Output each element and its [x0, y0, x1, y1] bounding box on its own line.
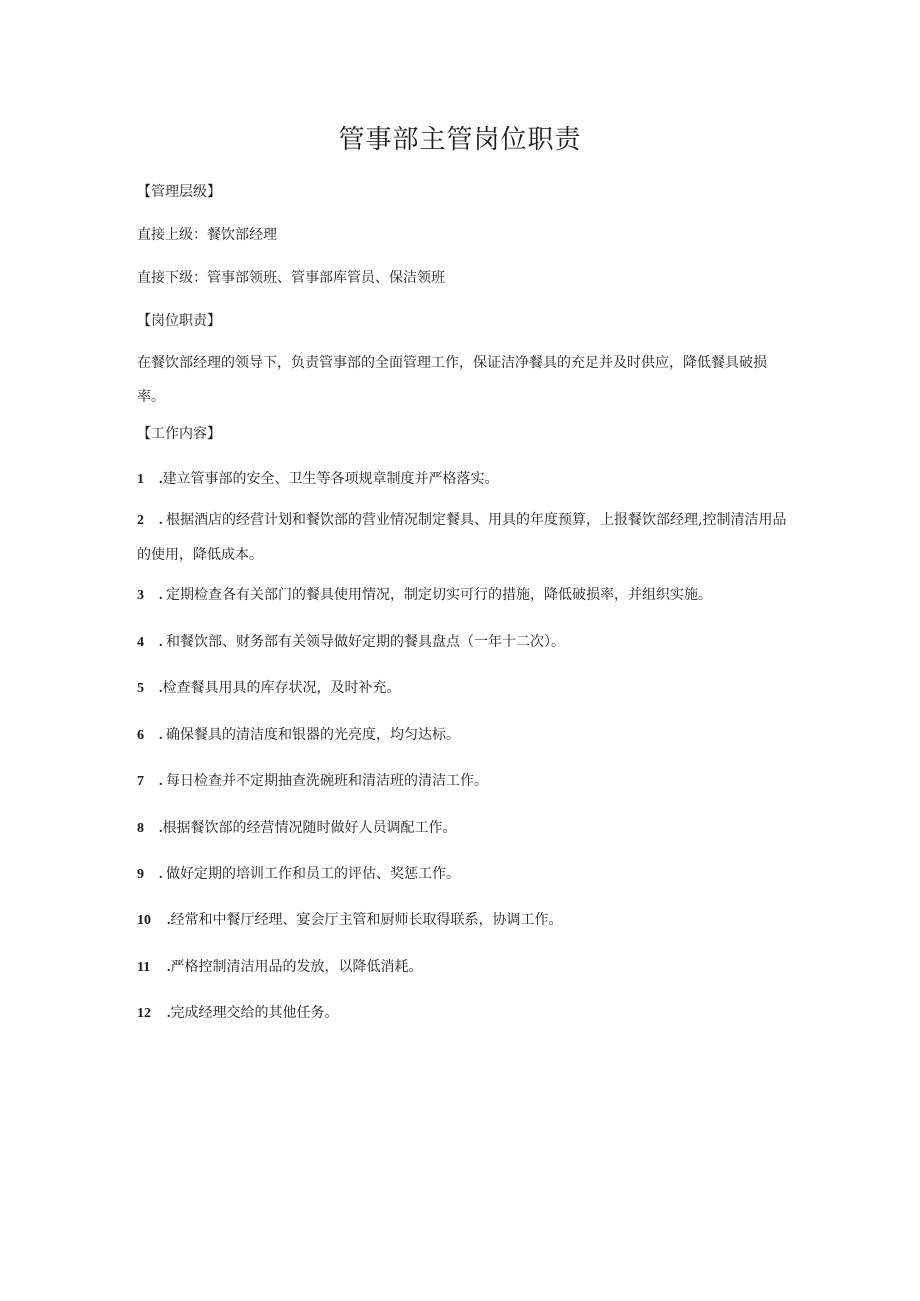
item-number: 4 [137, 635, 144, 650]
item-separator: . [159, 867, 166, 882]
item-separator: . [167, 1006, 171, 1021]
item-text: 完成经理交给的其他任务。 [170, 1005, 339, 1021]
item-text: 根据酒店的经营计划和餐饮部的营业情况制定餐具、用具的年度预算，上报餐饮部经理,控制清洁用品的使用，降低成本。 [137, 512, 787, 563]
list-item [137, 503, 787, 572]
item-number: 3 [137, 588, 144, 603]
item-number: 2 [137, 513, 144, 528]
item-separator: . [159, 513, 166, 528]
item-text: 检查餐具用具的库存状况，及时补充。 [162, 680, 401, 696]
item-separator: . [159, 821, 163, 836]
list-item [137, 718, 787, 753]
item-number: 7 [137, 774, 144, 789]
list-item [137, 671, 787, 706]
list-item [137, 625, 787, 660]
item-text: 建立管事部的安全、卫生等各项规章制度并严格落实。 [162, 471, 499, 487]
list-item [137, 462, 787, 497]
item-separator: . [159, 774, 166, 789]
direct-superior: 直接上级：餐饮部经理 [137, 227, 277, 243]
item-separator: . [159, 728, 166, 743]
list-item [137, 811, 787, 846]
item-text: 做好定期的培训工作和员工的评估、奖惩工作。 [166, 866, 460, 882]
item-number: 6 [137, 728, 144, 743]
item-number: 8 [137, 821, 144, 836]
list-item [137, 857, 787, 892]
position-duty-text: 在餐饮部经理的领导下，负责管事部的全面管理工作，保证洁净餐具的充足并及时供应，降低餐具破损率。 [137, 355, 767, 405]
list-item [137, 578, 787, 613]
item-text: 和餐饮部、财务部有关领导做好定期的餐具盘点（一年十二次）。 [166, 634, 565, 650]
item-separator: . [159, 635, 166, 650]
position-duty-header: 【岗位职责】 [137, 313, 221, 329]
item-text: 每日检查并不定期抽查洗碗班和清洁班的清洁工作。 [166, 773, 488, 789]
management-level-header: 【管理层级】 [137, 184, 221, 200]
list-item [137, 996, 787, 1031]
page-title: 管事部主管岗位职责 [338, 125, 582, 155]
item-text: 根据餐饮部的经营情况随时做好人员调配工作。 [162, 820, 457, 836]
work-content-header: 【工作内容】 [137, 426, 221, 442]
item-number: 12 [137, 1006, 151, 1021]
item-text: 确保餐具的清洁度和银器的光亮度，均匀达标。 [166, 727, 460, 743]
item-number: 1 [137, 472, 144, 487]
item-text: 经常和中餐厅经理、宴会厅主管和厨师长取得联系，协调工作。 [170, 912, 563, 928]
item-separator: . [159, 681, 163, 696]
item-number: 10 [137, 913, 151, 928]
item-separator: . [159, 472, 163, 487]
item-separator: . [167, 913, 171, 928]
item-separator: . [159, 588, 166, 603]
item-number: 5 [137, 681, 144, 696]
item-text: 定期检查各有关部门的餐具使用情况，制定切实可行的措施，降低破损率，并组织实施。 [166, 587, 712, 603]
list-item [137, 903, 787, 938]
item-number: 11 [137, 960, 151, 975]
item-text: 严格控制清洁用品的发放，以降低消耗。 [170, 959, 423, 975]
list-item [137, 950, 787, 985]
item-separator: . [167, 960, 171, 975]
list-item [137, 764, 787, 799]
direct-subordinate: 直接下级：管事部领班、管事部库管员、保洁领班 [137, 270, 445, 286]
item-number: 9 [137, 867, 144, 882]
